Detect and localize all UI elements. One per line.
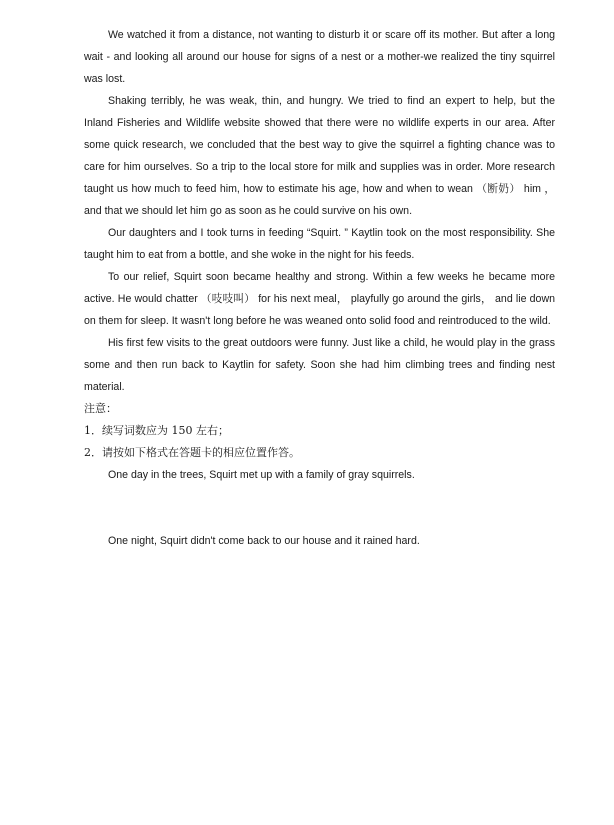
notes-title: 注意： [84, 402, 117, 415]
story-paragraph-3: Our daughters and I took turns in feeding “Squirt. ” Kaytlin took on the most responsibility. She taught him to eat from a bottle, and she woke in the night for his feeds. [84, 227, 555, 261]
notes-item-2: 2．请按如下格式在答题卡的相应位置作答。 [84, 446, 300, 459]
story-paragraph-5: His first few visits to the great outdoors were funny. Just like a child, he would play in the grass some and then run back to Kaytlin for safety. Soon she had him climbing trees and finding nest material. [84, 337, 555, 393]
prompt-paragraph-1: One day in the trees, Squirt met up with a family of gray squirrels. [108, 469, 415, 481]
prompt-paragraph-2: One night, Squirt didn't come back to our house and it rained hard. [108, 535, 420, 547]
story-paragraph-2: Shaking terribly, he was weak, thin, and hungry. We tried to find an expert to help, but the Inland Fisheries and Wildlife website showed that there were no wildlife experts in our area. After some quick research, we concluded that the best way to give the squirrel a fighting chance was to care for him ourselves. So a trip to the local store for milk and supplies was in order. More research taught us how much to feed him, how to estimate his age, how and when to wean （断奶） him ， and that we should let him go as soon as he could survive on his own. [84, 95, 555, 217]
document-page [84, 24, 555, 552]
answer-space [84, 486, 555, 530]
story-paragraph-1: We watched it from a distance, not wanting to disturb it or scare off its mother. But after a long wait - and looking all around our house for signs of a nest or a mother-we realized the tiny squirrel was lost. [84, 29, 555, 85]
story-paragraph-4: To our relief, Squirt soon became healthy and strong. Within a few weeks he became more active. He would chatter （吱吱叫） for his next meal， playfully go around the girls， and lie down on them for sleep. It wasn't long before he was weaned onto solid food and reintroduced to the wild. [84, 271, 555, 327]
notes-item-1: 1．续写词数应为 150 左右； [84, 424, 229, 437]
